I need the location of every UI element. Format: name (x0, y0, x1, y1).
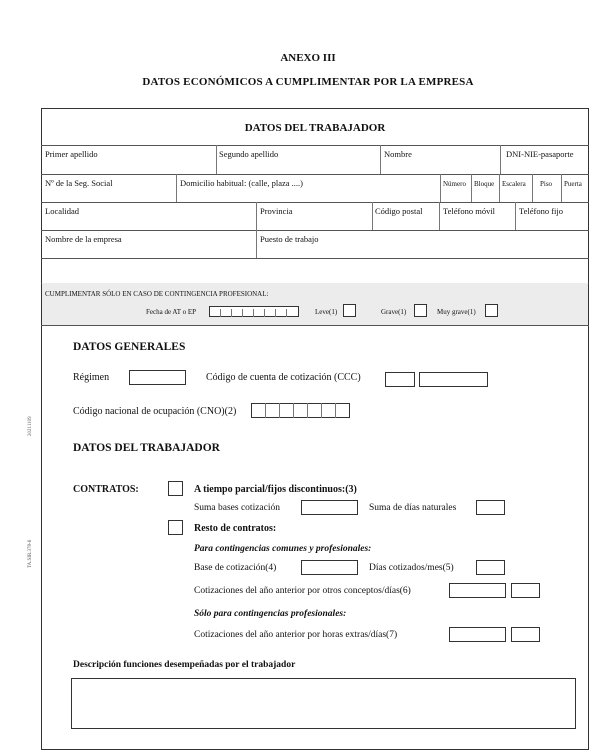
part-time-checkbox[interactable] (168, 481, 183, 496)
other-contracts-label: Resto de contratos: (194, 523, 277, 534)
form-subtitle: DATOS ECONÓMICOS A CUMPLIMENTAR POR LA EMPRESA (142, 76, 474, 88)
common-contingencies-label: Para contingencias comunes y profesionales: (194, 544, 372, 554)
regime-label: Régimen (73, 372, 110, 383)
regime-input[interactable] (129, 370, 186, 385)
ccc-label: Código de cuenta de cotización (CCC) (206, 372, 361, 383)
province-field[interactable]: Provincia (260, 206, 293, 216)
dni-field[interactable]: DNI-NIE-pasaporte (506, 149, 574, 159)
cno-label: Código nacional de ocupación (CNO)(2) (73, 406, 237, 417)
leve-label: Leve(1) (315, 308, 338, 316)
second-surname-field[interactable]: Segundo apellido (219, 149, 279, 159)
first-surname-field[interactable]: Primer apellido (45, 149, 98, 159)
contributed-days-label: Días cotizados/mes(5) (369, 563, 454, 573)
other-contracts-checkbox[interactable] (168, 520, 183, 535)
overtime-input[interactable] (449, 627, 506, 642)
sum-days-input[interactable] (476, 500, 505, 515)
professional-only-label: Sólo para contingencias profesionales: (194, 609, 347, 619)
side-code-date: 20211109 (28, 416, 33, 436)
door-field[interactable]: Puerta (564, 180, 582, 188)
side-code-model: TA.SIR.378-6 (28, 539, 33, 568)
grave-checkbox[interactable] (414, 304, 427, 317)
job-position-field[interactable]: Puesto de trabajo (260, 234, 319, 244)
company-name-field[interactable]: Nombre de la empresa (45, 234, 122, 244)
overtime-days-input[interactable] (511, 627, 540, 642)
address-field[interactable]: Domicilio habitual: (calle, plaza ....) (180, 178, 303, 188)
ccc-input-short[interactable] (385, 372, 415, 387)
contribution-base-input[interactable] (301, 560, 358, 575)
floor-field[interactable]: Piso (540, 180, 553, 188)
contingency-heading: CUMPLIMENTAR SÓLO EN CASO DE CONTINGENCIA PROFESIONAL: (45, 290, 269, 298)
contracts-label: CONTRATOS: (73, 484, 139, 495)
sum-bases-input[interactable] (301, 500, 358, 515)
block-field[interactable]: Bloque (474, 180, 495, 188)
overtime-label: Cotizaciones del año anterior por horas extras/días(7) (194, 630, 398, 640)
worker-section-header: DATOS DEL TRABAJADOR (244, 122, 386, 134)
form-frame (41, 108, 589, 750)
sum-bases-label: Suma bases cotización (194, 503, 281, 513)
muy-grave-checkbox[interactable] (485, 304, 498, 317)
sum-days-label: Suma de días naturales (369, 503, 457, 513)
other-concepts-input[interactable] (449, 583, 506, 598)
mobile-phone-field[interactable]: Teléfono móvil (443, 206, 496, 216)
worker-data-heading: DATOS DEL TRABAJADOR (73, 442, 220, 454)
grave-label: Grave(1) (381, 308, 407, 316)
landline-phone-field[interactable]: Teléfono fijo (519, 206, 564, 216)
description-heading: Descripción funciones desempeñadas por el trabajador (73, 660, 296, 670)
locality-field[interactable]: Localidad (45, 206, 79, 216)
social-security-field[interactable]: Nº de la Seg. Social (45, 178, 113, 188)
other-concepts-days-input[interactable] (511, 583, 540, 598)
muy-grave-label: Muy grave(1) (437, 308, 476, 316)
part-time-label: A tiempo parcial/fijos discontinuos:(3) (194, 484, 357, 495)
accident-date-label: Fecha de AT o EP (146, 308, 197, 316)
general-data-heading: DATOS GENERALES (73, 341, 186, 353)
staircase-field[interactable]: Escalera (502, 180, 526, 188)
annex-title: ANEXO III (280, 52, 336, 64)
postal-code-field[interactable]: Código postal (375, 206, 423, 216)
leve-checkbox[interactable] (343, 304, 356, 317)
description-textarea[interactable] (71, 678, 576, 729)
contribution-base-label: Base de cotización(4) (194, 563, 277, 573)
other-concepts-label: Cotizaciones del año anterior por otros conceptos/días(6) (194, 586, 411, 596)
name-field[interactable]: Nombre (384, 149, 412, 159)
number-field[interactable]: Número (443, 180, 466, 188)
contributed-days-input[interactable] (476, 560, 505, 575)
ccc-input-long[interactable] (419, 372, 488, 387)
